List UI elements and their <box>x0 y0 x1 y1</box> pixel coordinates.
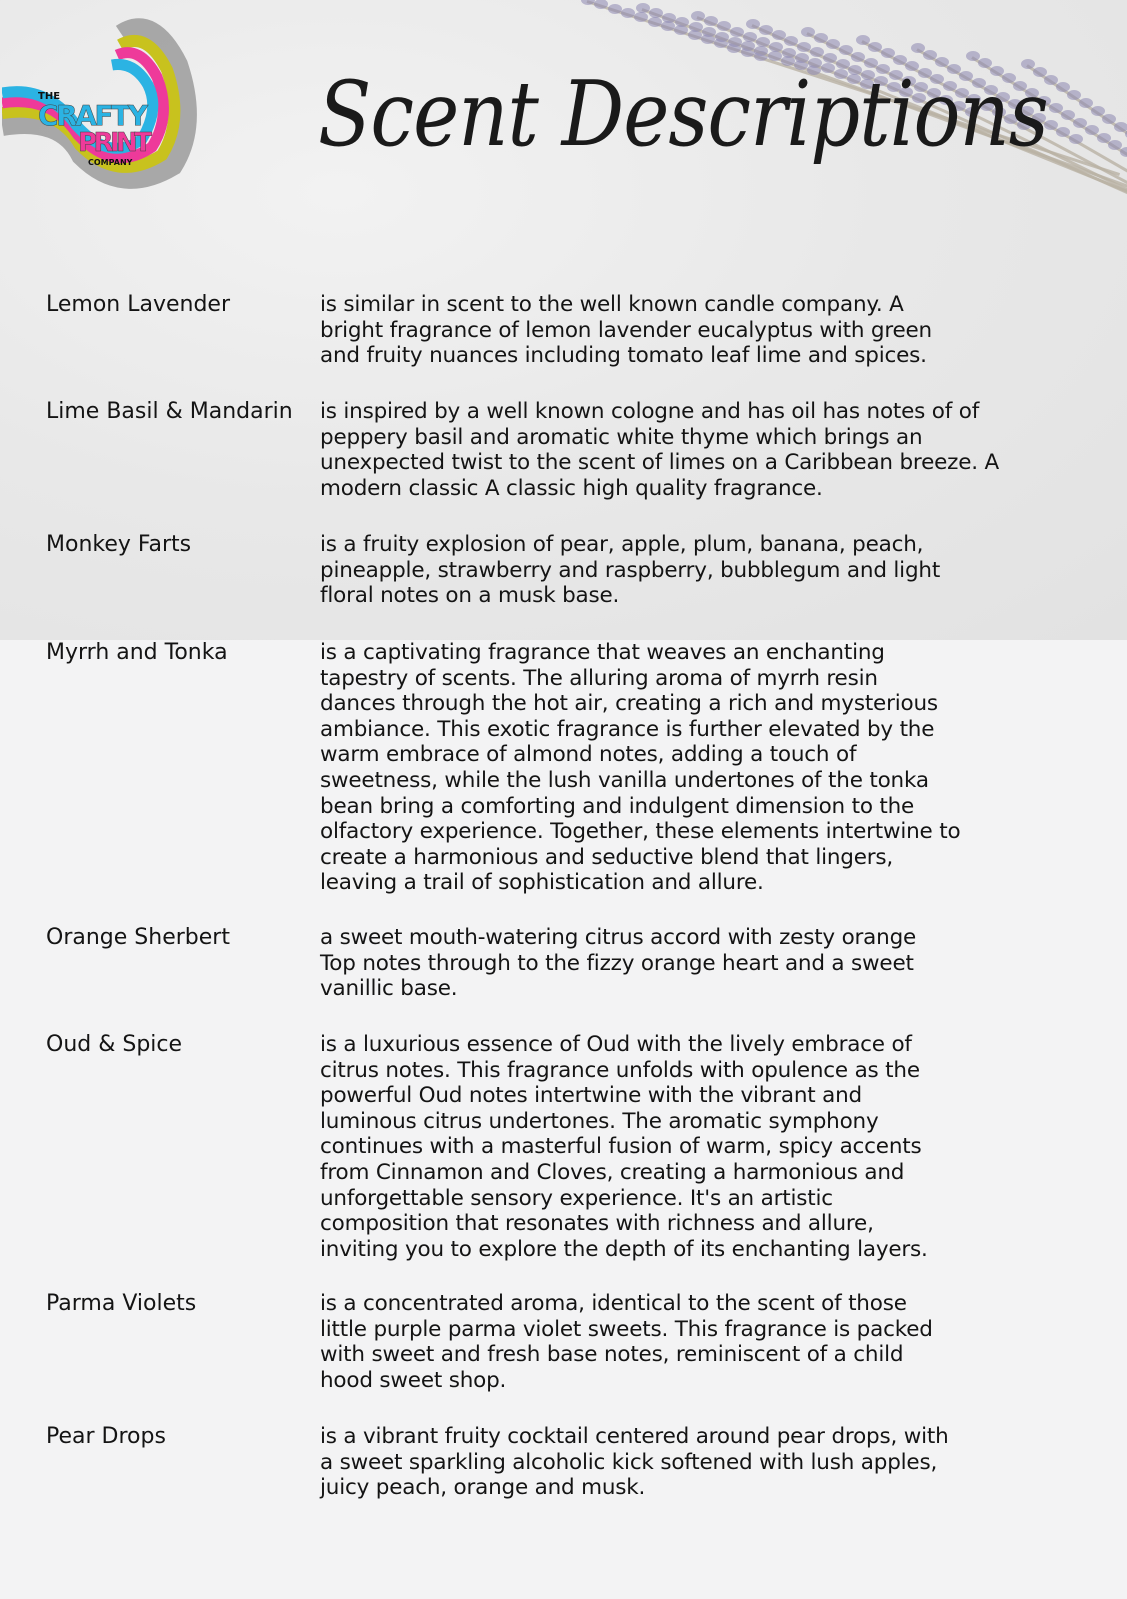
description-line: is a luxurious essence of Oud with the lively embrace of <box>320 1032 912 1057</box>
scent-description <box>320 1032 928 1262</box>
lavender-bud <box>1114 122 1127 132</box>
scent-description <box>320 1291 933 1393</box>
lavender-bud <box>691 11 705 21</box>
lavender-bud <box>608 4 622 14</box>
lavender-bud <box>851 52 865 62</box>
description-line: continues with a masterful fusion of warm, spicy accents <box>320 1134 922 1160</box>
lavender-bud <box>759 25 773 35</box>
description-line: modern classic A classic high quality fragrance. <box>320 475 823 501</box>
scent-name: Pear Drops <box>46 1424 166 1449</box>
page-title: Scent Descriptions <box>318 63 1048 167</box>
description-line: is a fruity explosion of pear, apple, plum, banana, peach, <box>320 532 924 557</box>
description-line: bright fragrance of lemon lavender eucalyptus with green <box>320 317 932 343</box>
description-line: floral notes on a musk base. <box>320 583 620 609</box>
lavender-bud <box>911 43 925 53</box>
svg-text:COMPANY: COMPANY <box>88 158 133 167</box>
scent-description <box>320 925 916 1002</box>
svg-text:THE: THE <box>38 91 61 102</box>
scent-description <box>320 1424 949 1501</box>
description-line: peppery basil and aromatic white thyme which brings an <box>320 424 923 450</box>
lavender-bud <box>746 19 760 29</box>
description-line: olfactory experience. Together, these elements intertwine to <box>320 819 961 845</box>
description-line: luminous citrus undertones. The aromatic symphony <box>320 1108 879 1134</box>
description-line: citrus notes. This fragrance unfolds with opulence as the <box>320 1057 920 1083</box>
scent-name: Lime Basil & Mandarin <box>46 399 293 424</box>
lavender-bud <box>797 42 811 52</box>
lavender-bud <box>868 42 882 52</box>
description-line: and fruity nuances including tomato leaf lime and spices. <box>320 343 927 369</box>
description-line: a sweet mouth-watering citrus accord with zesty orange <box>320 925 917 950</box>
lavender-bud <box>881 48 895 58</box>
scent-name: Myrrh and Tonka <box>46 640 228 665</box>
company-logo <box>2 5 202 190</box>
description-line: unexpected twist to the scent of limes on a Caribbean breeze. A <box>320 450 1000 476</box>
lavender-bud <box>856 35 870 45</box>
lavender-bud <box>621 8 635 18</box>
scent-description <box>320 292 932 369</box>
svg-text:CRAFTY: CRAFTY <box>38 99 148 132</box>
scent-name: Orange Sherbert <box>46 925 230 950</box>
lavender-bud <box>795 53 809 63</box>
lavender-bud <box>702 27 716 37</box>
lavender-bud <box>743 32 757 42</box>
lavender-bud <box>1049 103 1063 113</box>
lavender-bud <box>801 27 815 37</box>
svg-text:PRINT: PRINT <box>78 128 152 158</box>
lavender-bud <box>1120 147 1127 157</box>
description-line: is inspired by a well known cologne and has oil has notes of of <box>320 399 980 424</box>
description-line: vanillic base. <box>320 976 458 1002</box>
lavender-bud <box>730 27 744 37</box>
description-line: bean bring a comforting and indulgent dimension to the <box>320 793 915 819</box>
lavender-bud <box>662 13 676 23</box>
description-line: composition that resonates with richness and allure, <box>320 1211 874 1237</box>
lavender-bud <box>728 37 742 47</box>
lavender-bud <box>1091 106 1105 116</box>
description-line: from Cinnamon and Cloves, creating a harmonious and <box>320 1159 905 1185</box>
description-line: little purple parma violet sweets. This fragrance is packed <box>320 1316 933 1342</box>
description-line: warm embrace of almond notes, adding a touch of <box>320 742 857 768</box>
lavender-bud <box>1102 114 1116 124</box>
lavender-bud <box>1073 118 1087 128</box>
lavender-bud <box>823 53 837 63</box>
lavender-bud <box>966 51 980 61</box>
scent-description <box>320 532 940 609</box>
description-line: hood sweet shop. <box>320 1367 507 1393</box>
description-line: juicy peach, orange and musk. <box>320 1475 646 1501</box>
scent-name: Lemon Lavender <box>46 292 231 317</box>
description-line: is similar in scent to the well known candle company. A <box>320 292 904 317</box>
scent-name: Monkey Farts <box>46 532 192 557</box>
description-line: pineapple, strawberry and raspberry, bubblegum and light <box>320 557 941 583</box>
scent-name: Parma Violets <box>46 1291 197 1316</box>
description-line: tapestry of scents. The alluring aroma of myrrh resin <box>320 665 878 691</box>
description-line: a sweet sparkling alcoholic kick softened with lush apples, <box>320 1449 938 1475</box>
description-line: create a harmonious and seductive blend that lingers, <box>320 844 894 870</box>
lavender-bud <box>689 22 703 32</box>
description-line: powerful Oud notes intertwine with the vibrant and <box>320 1083 862 1109</box>
lavender-bud <box>715 32 729 42</box>
description-line: sweetness, while the lush vanilla undertones of the tonka <box>320 767 929 793</box>
description-line: is a captivating fragrance that weaves an enchanting <box>320 640 885 665</box>
description-line: unforgettable sensory experience. It's an artistic <box>320 1185 833 1211</box>
description-line: Top notes through to the fizzy orange heart and a sweet <box>320 950 914 976</box>
lavender-bud <box>649 8 663 18</box>
scent-description <box>320 640 960 896</box>
lavender-bud <box>636 3 650 13</box>
description-line: dances through the hot air, creating a rich and mysterious <box>320 691 938 717</box>
scent-name: Oud & Spice <box>46 1032 183 1057</box>
lavender-bud <box>782 48 796 58</box>
lavender-bud <box>1085 125 1099 135</box>
description-line: is a concentrated aroma, identical to the scent of those <box>320 1291 907 1316</box>
description-line: is a vibrant fruity cocktail centered around pear drops, with <box>320 1424 949 1449</box>
description-line: leaving a trail of sophistication and allure. <box>320 870 764 896</box>
lavender-bud <box>1069 134 1083 144</box>
description-line: ambiance. This exotic fragrance is further elevated by the <box>320 716 935 742</box>
lavender-bud <box>648 17 662 27</box>
description-line: with sweet and fresh base notes, reminiscent of a child <box>320 1342 904 1368</box>
description-line: inviting you to explore the depth of its enchanting layers. <box>320 1236 928 1262</box>
scent-description <box>320 399 999 501</box>
